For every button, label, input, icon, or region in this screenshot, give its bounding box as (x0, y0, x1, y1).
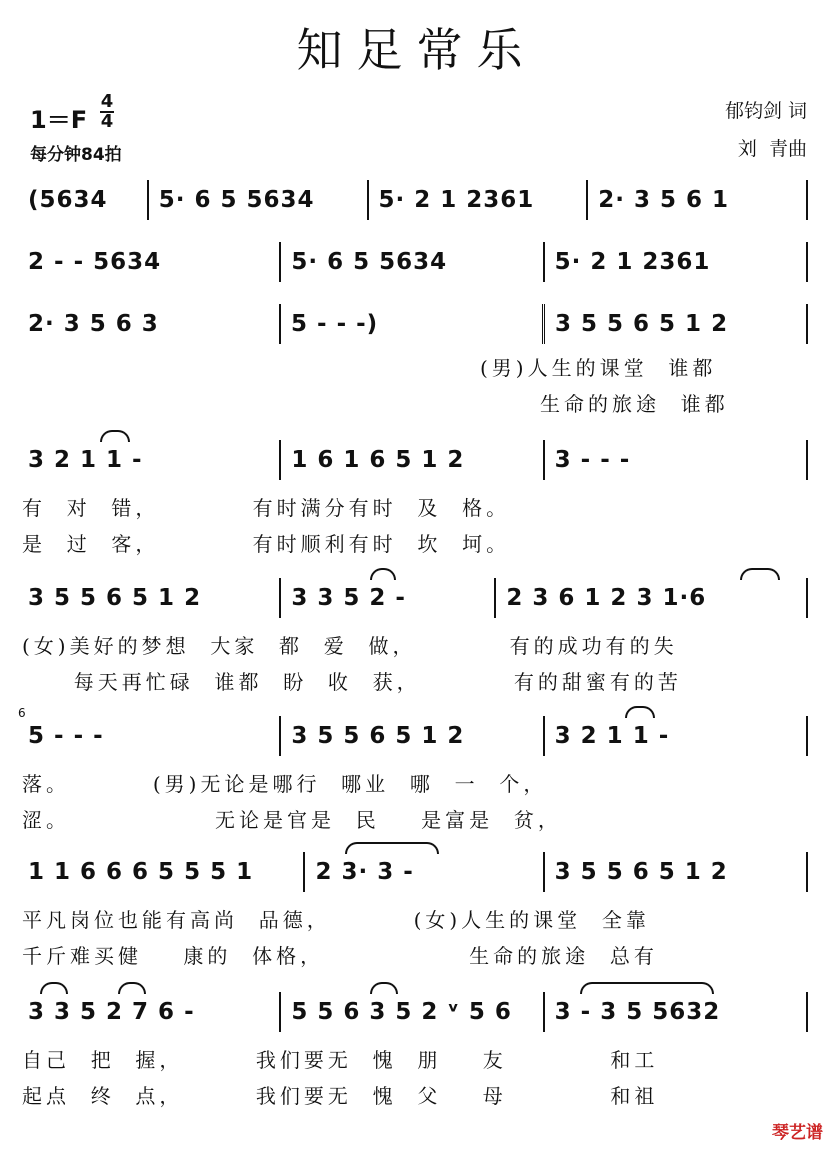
score-row-4 (18, 440, 808, 480)
slur-mark (625, 706, 655, 718)
song-title: 知足常乐 (296, 23, 537, 77)
measure: 5· 2 1 2361 (369, 180, 589, 220)
measure: 2 3 6 1 2 3 1·6 (496, 578, 808, 618)
slur-mark (118, 982, 146, 994)
measure: (5634 (18, 180, 149, 220)
lyric-line: 每天再忙碌 谁都 盼 收 获， 有的甜蜜有的苦 (22, 670, 682, 694)
lyric-line: 平凡岗位也能有高尚 品德， (女)人生的课堂 全靠 (22, 908, 650, 932)
time-signature (100, 91, 114, 132)
slur-mark (370, 568, 396, 580)
measure: 5 - - -) (281, 304, 545, 344)
measure: 5 - - - (18, 716, 281, 756)
measure: 3 5 5 6 5 1 2 (545, 852, 808, 892)
measure: 3 2 1 1 - (18, 440, 281, 480)
measure: 5 5 6 3 5 2 ᵛ 5 6 (281, 992, 544, 1032)
score-row-7 (18, 852, 808, 892)
score-row-6 (18, 716, 808, 756)
measure: 3 5 5 6 5 1 2 (281, 716, 544, 756)
key-signature: 1＝F (30, 106, 88, 134)
lyric-line: 是 过 客， 有时顺利有时 坎 坷。 (22, 532, 511, 556)
lyric-line: 落。 (男)无论是哪行 哪业 哪 一 个， (22, 772, 548, 796)
slur-mark (40, 982, 68, 994)
measure: 2· 3 5 6 3 (18, 304, 281, 344)
slur-mark (345, 842, 439, 854)
time-signature-bottom: 4 (100, 111, 114, 132)
measure: 1 1 6 6 6 5 5 5 1 (18, 852, 305, 892)
lyric-line: 有 对 错， 有时满分有时 及 格。 (22, 496, 511, 520)
measure: 3 - 3 5 5632 (545, 992, 808, 1032)
measure: 3 5 5 6 5 1 2 (545, 304, 808, 344)
lyric-line: 自己 把 握， 我们要无 愧 朋 友 和工 (22, 1048, 659, 1072)
measure: 2· 3 5 6 1 (588, 180, 808, 220)
lyric-line: (女)美好的梦想 大家 都 爱 做， 有的成功有的失 (22, 634, 678, 658)
lyric-line: 涩。 无论是官是 民 是富是 贫， (22, 808, 562, 832)
lyric-line: (男)人生的课堂 谁都 (480, 356, 717, 380)
measure: 5· 6 5 5634 (149, 180, 369, 220)
measure: 5· 2 1 2361 (545, 242, 808, 282)
measure: 1 6 1 6 5 1 2 (281, 440, 544, 480)
ornament-mark: 6 (18, 706, 26, 720)
score-row-8 (18, 992, 808, 1032)
watermark-logo: 琴艺谱 (772, 1123, 823, 1143)
slur-mark (580, 982, 714, 994)
score-row-2 (18, 242, 808, 282)
slur-mark (740, 568, 780, 580)
score-row-5 (18, 578, 808, 618)
measure: 2 - - 5634 (18, 242, 281, 282)
slur-mark (370, 982, 398, 994)
lyric-line: 千斤难买健 康的 体格， 生命的旅途 总有 (22, 944, 658, 968)
measure: 3 3 5 2 - (281, 578, 496, 618)
measure: 5· 6 5 5634 (281, 242, 544, 282)
time-signature-top: 4 (100, 91, 114, 112)
slur-mark (100, 430, 130, 442)
tempo-marking: 每分钟84拍 (30, 145, 122, 165)
measure: 2 3· 3 - (305, 852, 544, 892)
measure: 3 2 1 1 - (545, 716, 808, 756)
measure: 3 - - - (545, 440, 808, 480)
score-row-3 (18, 304, 808, 344)
score-row-1 (18, 180, 808, 220)
lyricist-credit: 郁钧剑 词 (724, 100, 807, 122)
composer-credit: 刘 青曲 (737, 138, 807, 160)
lyric-line: 起点 终 点， 我们要无 愧 父 母 和祖 (22, 1084, 659, 1108)
lyric-line: 生命的旅途 谁都 (540, 392, 729, 416)
measure: 3 5 5 6 5 1 2 (18, 578, 281, 618)
measure: 3 3 5 2 7 6 - (18, 992, 281, 1032)
